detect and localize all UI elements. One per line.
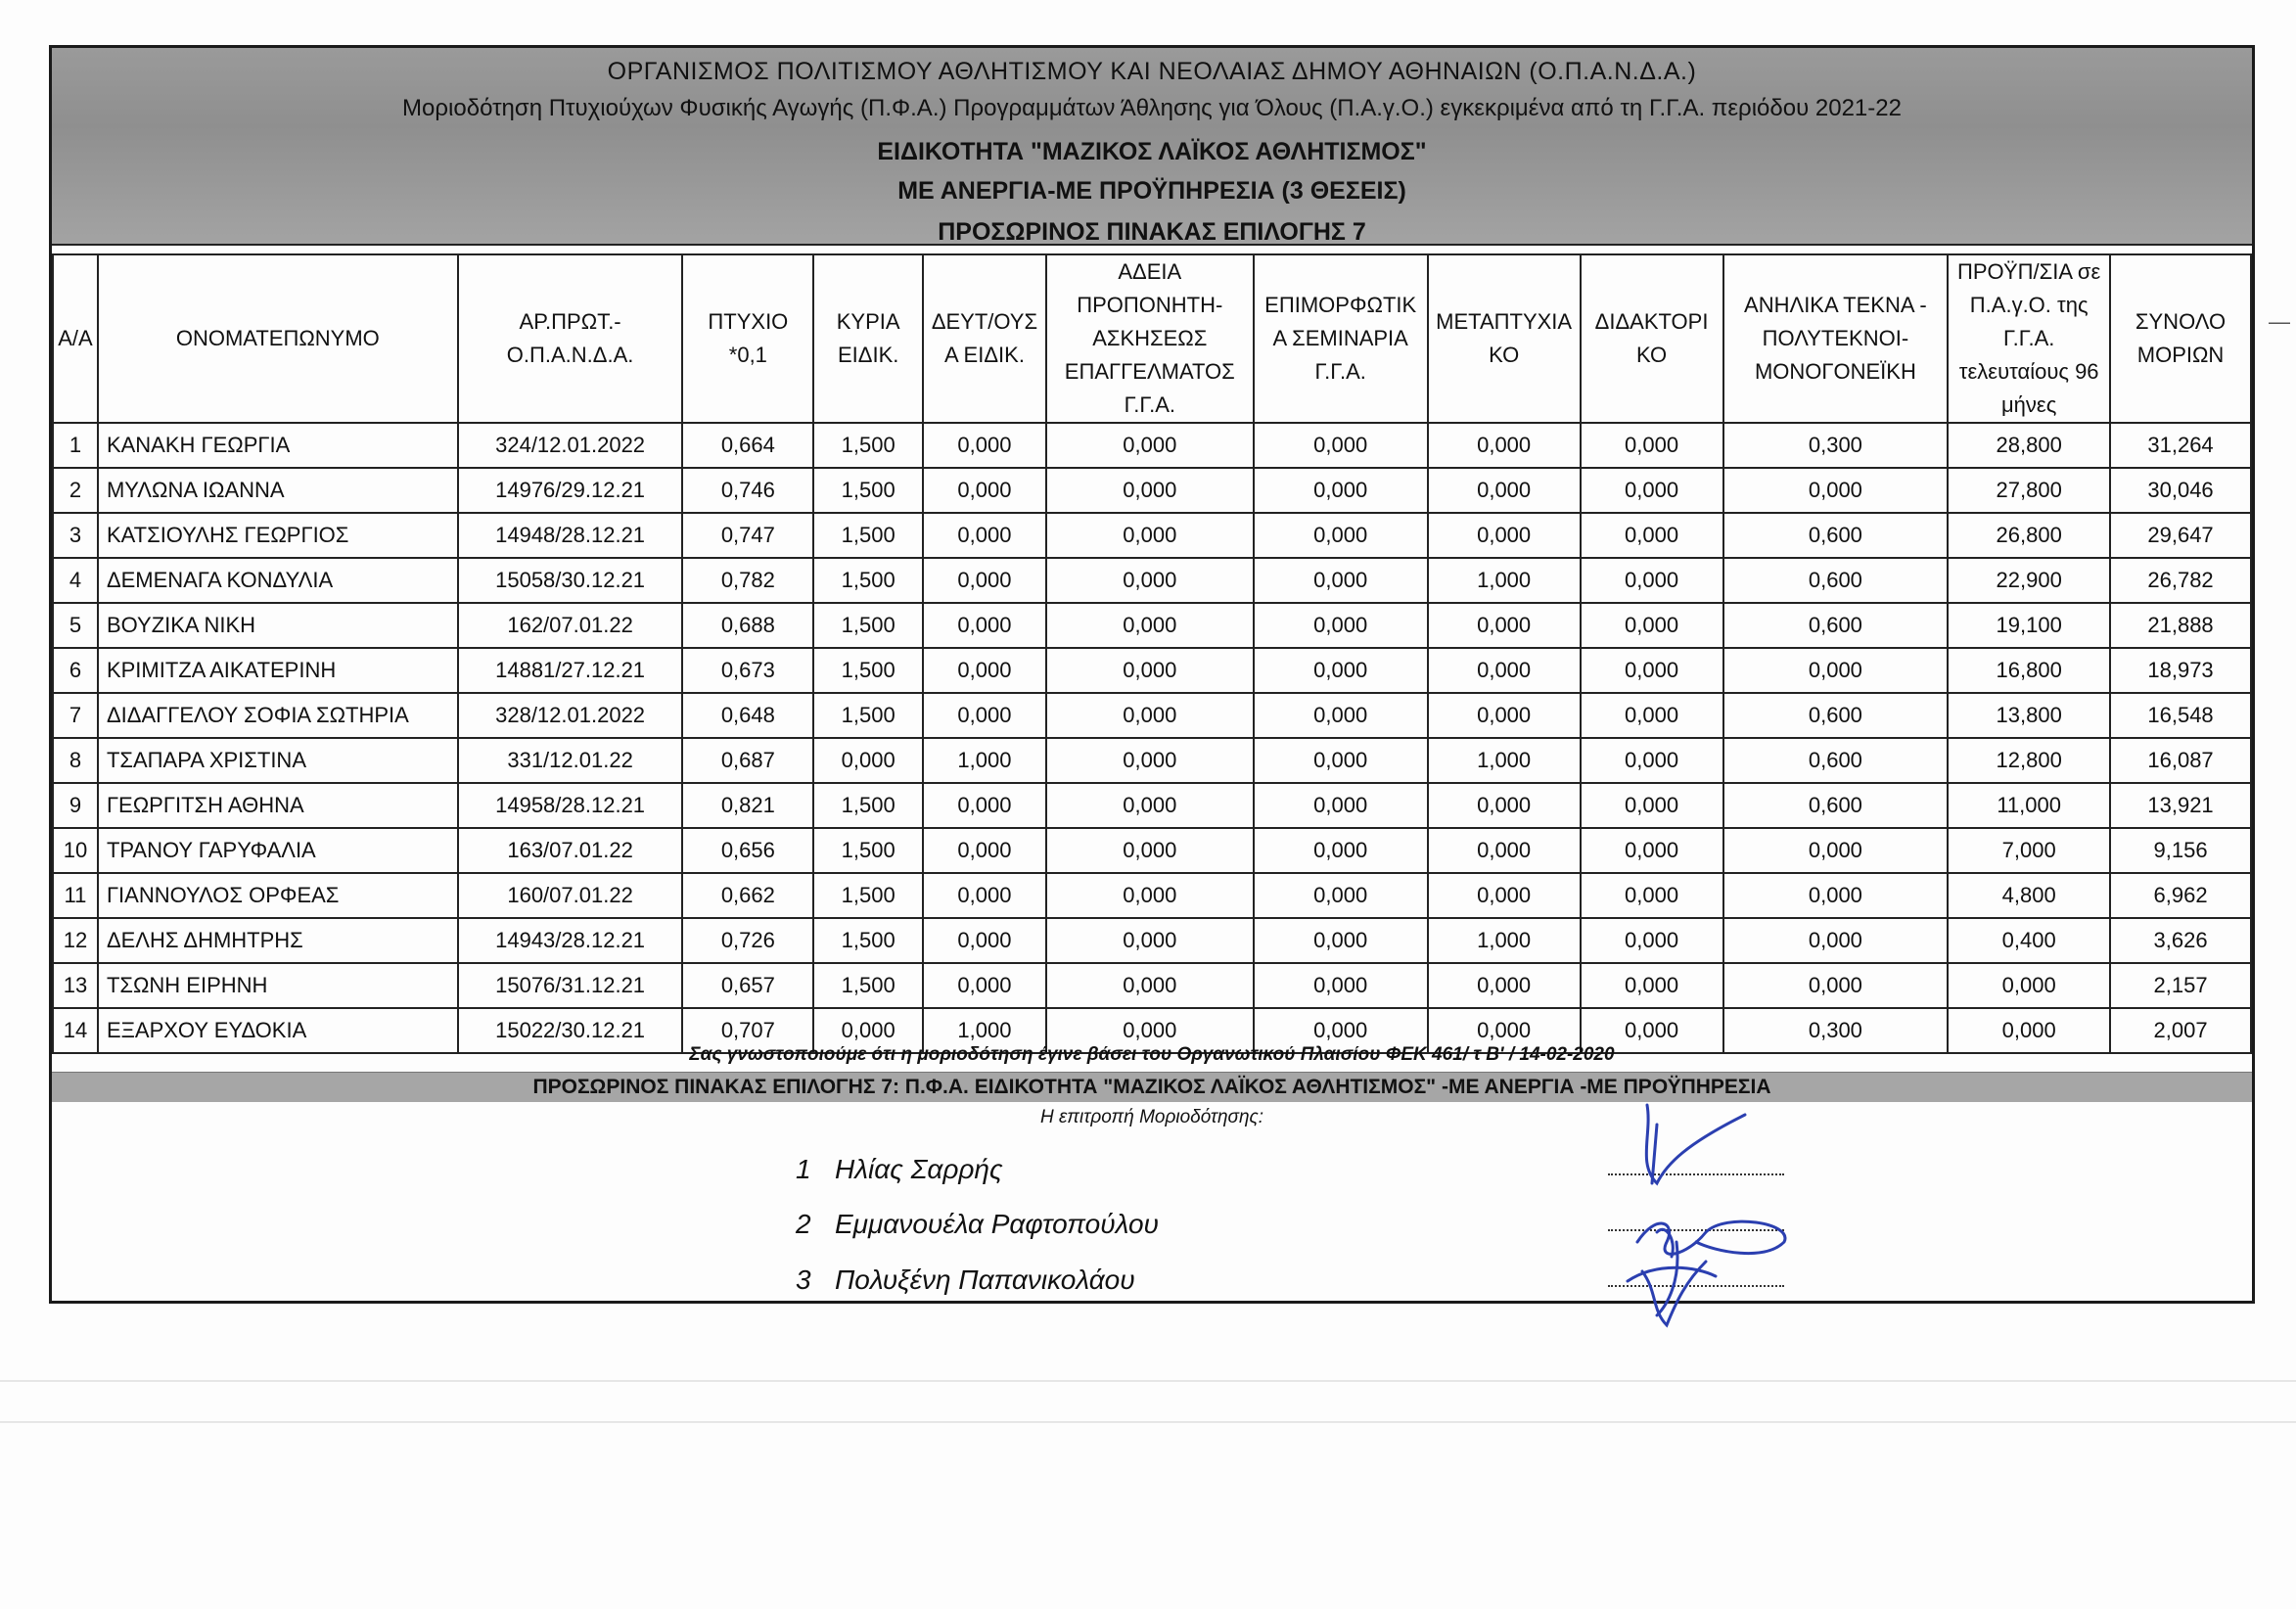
degree-score: 0,657 (682, 963, 813, 1008)
candidate-name: ΔΕΛΗΣ ΔΗΜΗΤΡΗΣ (98, 918, 458, 963)
total-score: 18,973 (2110, 648, 2251, 693)
member-name: Εμμανουέλα Ραφτοπούλου (835, 1209, 1159, 1239)
second-specialty-score: 0,000 (923, 783, 1046, 828)
member-name: Πολυξένη Παπανικολάου (835, 1264, 1135, 1295)
seminars-score: 0,000 (1254, 468, 1428, 513)
row-index: 4 (53, 558, 98, 603)
committee-member (796, 1264, 1135, 1296)
protocol-number: 163/07.01.22 (458, 828, 683, 873)
family-status-score: 0,600 (1723, 693, 1949, 738)
footer-title: ΠΡΟΣΩΡΙΝΟΣ ΠΙΝΑΚΑΣ ΕΠΙΛΟΓΗΣ 7: Π.Φ.Α. ΕΙΔΙΚΟΤΗΤΑ "ΜΑΖΙΚΟΣ ΛΑΪΚΟΣ ΑΘΛΗΤΙΣΜΟΣ" -ΜΕ ΑΝΕΡΓΙΑ -ΜΕ ΠΡΟΫΠΗΡΕΣΙΑ (52, 1072, 2252, 1102)
col-header: ΠΡΟΫΠ/ΣΙΑ σε Π.Α.γ.Ο. της Γ.Γ.Α. τελευταίους 96 μήνες (1948, 254, 2110, 423)
coach-license-score: 0,000 (1046, 828, 1254, 873)
masters-score: 1,000 (1428, 918, 1581, 963)
protocol-number: 14943/28.12.21 (458, 918, 683, 963)
main-specialty-score: 1,500 (813, 558, 923, 603)
col-header: ΚΥΡΙΑ ΕΙΔΙΚ. (813, 254, 923, 423)
main-specialty-score: 0,000 (813, 1008, 923, 1053)
protocol-number: 331/12.01.22 (458, 738, 683, 783)
candidate-name: ΒΟΥΖΙΚΑ ΝΙΚΗ (98, 603, 458, 648)
masters-score: 0,000 (1428, 873, 1581, 918)
phd-score: 0,000 (1581, 693, 1723, 738)
protocol-number: 328/12.01.2022 (458, 693, 683, 738)
category-title: ΜΕ ΑΝΕΡΓΙΑ-ΜΕ ΠΡΟΫΠΗΡΕΣΙΑ (3 ΘΕΣΕΙΣ) (897, 177, 1406, 205)
col-header: Α/Α (53, 254, 98, 423)
experience-score: 28,800 (1948, 423, 2110, 468)
protocol-number: 14958/28.12.21 (458, 783, 683, 828)
family-status-score: 0,000 (1723, 828, 1949, 873)
seminars-score: 0,000 (1254, 873, 1428, 918)
row-index: 3 (53, 513, 98, 558)
candidate-name: ΓΕΩΡΓΙΤΣΗ ΑΘΗΝΑ (98, 783, 458, 828)
edge-mark: — (2269, 309, 2290, 334)
degree-score: 0,673 (682, 648, 813, 693)
seminars-score: 0,000 (1254, 783, 1428, 828)
degree-score: 0,664 (682, 423, 813, 468)
experience-score: 7,000 (1948, 828, 2110, 873)
col-header: ΔΙΔΑΚΤΟΡΙ ΚΟ (1581, 254, 1723, 423)
seminars-score: 0,000 (1254, 513, 1428, 558)
coach-license-score: 0,000 (1046, 1008, 1254, 1053)
degree-score: 0,726 (682, 918, 813, 963)
family-status-score: 0,600 (1723, 603, 1949, 648)
masters-score: 0,000 (1428, 423, 1581, 468)
main-specialty-score: 1,500 (813, 648, 923, 693)
main-specialty-score: 1,500 (813, 513, 923, 558)
seminars-score: 0,000 (1254, 963, 1428, 1008)
seminars-score: 0,000 (1254, 648, 1428, 693)
coach-license-score: 0,000 (1046, 513, 1254, 558)
candidate-name: ΕΞΑΡΧΟΥ ΕΥΔΟΚΙΑ (98, 1008, 458, 1053)
seminars-score: 0,000 (1254, 1008, 1428, 1053)
degree-score: 0,707 (682, 1008, 813, 1053)
second-specialty-score: 0,000 (923, 603, 1046, 648)
degree-score: 0,687 (682, 738, 813, 783)
phd-score: 0,000 (1581, 738, 1723, 783)
col-header: ΟΝΟΜΑΤΕΠΩΝΥΜΟ (98, 254, 458, 423)
table-row (53, 423, 2251, 468)
phd-score: 0,000 (1581, 783, 1723, 828)
masters-score: 1,000 (1428, 738, 1581, 783)
coach-license-score: 0,000 (1046, 693, 1254, 738)
experience-score: 12,800 (1948, 738, 2110, 783)
family-status-score: 0,600 (1723, 738, 1949, 783)
row-index: 8 (53, 738, 98, 783)
col-header: ΕΠΙΜΟΡΦΩΤΙΚ Α ΣΕΜΙΝΑΡΙΑ Γ.Γ.Α. (1254, 254, 1428, 423)
coach-license-score: 0,000 (1046, 963, 1254, 1008)
masters-score: 0,000 (1428, 1008, 1581, 1053)
second-specialty-score: 0,000 (923, 468, 1046, 513)
protocol-number: 15058/30.12.21 (458, 558, 683, 603)
second-specialty-score: 0,000 (923, 963, 1046, 1008)
protocol-number: 15076/31.12.21 (458, 963, 683, 1008)
coach-license-score: 0,000 (1046, 423, 1254, 468)
row-index: 5 (53, 603, 98, 648)
protocol-number: 15022/30.12.21 (458, 1008, 683, 1053)
total-score: 9,156 (2110, 828, 2251, 873)
protocol-number: 324/12.01.2022 (458, 423, 683, 468)
family-status-score: 0,000 (1723, 918, 1949, 963)
main-specialty-score: 0,000 (813, 738, 923, 783)
phd-score: 0,000 (1581, 1008, 1723, 1053)
col-header: ΑΔΕΙΑ ΠΡΟΠΟΝΗΤΗ- ΑΣΚΗΣΕΩΣ ΕΠΑΓΓΕΛΜΑΤΟΣ Γ.Γ.Α. (1046, 254, 1254, 423)
total-score: 3,626 (2110, 918, 2251, 963)
candidate-name: ΚΑΤΣΙΟΥΛΗΣ ΓΕΩΡΓΙΟΣ (98, 513, 458, 558)
table-row (53, 963, 2251, 1008)
member-number: 2 (796, 1209, 811, 1239)
scan-artifact (0, 1421, 2296, 1423)
protocol-number: 14881/27.12.21 (458, 648, 683, 693)
masters-score: 0,000 (1428, 468, 1581, 513)
table-body (53, 423, 2251, 1053)
candidate-name: ΤΡΑΝΟΥ ΓΑΡΥΦΑΛΙΑ (98, 828, 458, 873)
experience-score: 11,000 (1948, 783, 2110, 828)
seminars-score: 0,000 (1254, 423, 1428, 468)
legal-note: Σας γνωστοποιούμε ότι η μοριοδότηση έγινε βάσει του Οργανωτικού Πλαισίου ΦΕΚ 461/ τ Β' / 14-02-2020 (689, 1044, 1615, 1065)
degree-score: 0,662 (682, 873, 813, 918)
member-number: 1 (796, 1154, 811, 1184)
protocol-number: 160/07.01.22 (458, 873, 683, 918)
row-index: 13 (53, 963, 98, 1008)
table-row (53, 783, 2251, 828)
main-specialty-score: 1,500 (813, 603, 923, 648)
row-index: 14 (53, 1008, 98, 1053)
col-header: ΣΥΝΟΛΟ ΜΟΡΙΩΝ (2110, 254, 2251, 423)
main-specialty-score: 1,500 (813, 873, 923, 918)
committee-title: Η επιτροπή Μοριοδότησης: (1039, 1107, 1264, 1127)
col-header: ΑΝΗΛΙΚΑ ΤΕΚΝΑ - ΠΟΛΥΤΕΚΝΟΙ- ΜΟΝΟΓΟΝΕΪΚΗ (1723, 254, 1949, 423)
degree-score: 0,656 (682, 828, 813, 873)
organization-title: ΟΡΓΑΝΙΣΜΟΣ ΠΟΛΙΤΙΣΜΟΥ ΑΘΛΗΤΙΣΜΟΥ ΚΑΙ ΝΕΟΛΑΙΑΣ ΔΗΜΟΥ ΑΘΗΝΑΙΩΝ (Ο.Π.Α.Ν.Δ.Α.) (607, 58, 1697, 85)
table-row (53, 918, 2251, 963)
masters-score: 0,000 (1428, 693, 1581, 738)
family-status-score: 0,600 (1723, 558, 1949, 603)
experience-score: 27,800 (1948, 468, 2110, 513)
table-row (53, 558, 2251, 603)
main-specialty-score: 1,500 (813, 468, 923, 513)
candidate-name: ΔΙΔΑΓΓΕΛΟΥ ΣΟΦΙΑ ΣΩΤΗΡΙΑ (98, 693, 458, 738)
total-score: 16,548 (2110, 693, 2251, 738)
candidate-name: ΓΙΑΝΝΟΥΛΟΣ ΟΡΦΕΑΣ (98, 873, 458, 918)
experience-score: 0,400 (1948, 918, 2110, 963)
candidate-name: ΔΕΜΕΝΑΓΑ ΚΟΝΔΥΛΙΑ (98, 558, 458, 603)
second-specialty-score: 0,000 (923, 558, 1046, 603)
seminars-score: 0,000 (1254, 603, 1428, 648)
candidate-name: ΜΥΛΩΝΑ ΙΩΑΝΝΑ (98, 468, 458, 513)
table-title: ΠΡΟΣΩΡΙΝΟΣ ΠΙΝΑΚΑΣ ΕΠΙΛΟΓΗΣ 7 (938, 218, 1366, 246)
row-index: 9 (53, 783, 98, 828)
total-score: 13,921 (2110, 783, 2251, 828)
candidate-name: ΚΡΙΜΙΤΖΑ ΑΙΚΑΤΕΡΙΝΗ (98, 648, 458, 693)
phd-score: 0,000 (1581, 963, 1723, 1008)
masters-score: 1,000 (1428, 558, 1581, 603)
experience-score: 19,100 (1948, 603, 2110, 648)
coach-license-score: 0,000 (1046, 738, 1254, 783)
total-score: 6,962 (2110, 873, 2251, 918)
coach-license-score: 0,000 (1046, 648, 1254, 693)
masters-score: 0,000 (1428, 513, 1581, 558)
coach-license-score: 0,000 (1046, 558, 1254, 603)
main-specialty-score: 1,500 (813, 828, 923, 873)
second-specialty-score: 0,000 (923, 828, 1046, 873)
table-row (53, 603, 2251, 648)
phd-score: 0,000 (1581, 828, 1723, 873)
masters-score: 0,000 (1428, 648, 1581, 693)
main-specialty-score: 1,500 (813, 963, 923, 1008)
table-row (53, 693, 2251, 738)
degree-score: 0,821 (682, 783, 813, 828)
experience-score: 4,800 (1948, 873, 2110, 918)
committee-member (796, 1154, 1003, 1185)
table-row (53, 468, 2251, 513)
table-row (53, 513, 2251, 558)
row-index: 1 (53, 423, 98, 468)
masters-score: 0,000 (1428, 603, 1581, 648)
table-row (53, 738, 2251, 783)
document-sheet (49, 45, 2255, 1304)
second-specialty-score: 0,000 (923, 513, 1046, 558)
document-subtitle: Μοριοδότηση Πτυχιούχων Φυσικής Αγωγής (Π.Φ.Α.) Προγραμμάτων Άθλησης για Όλους (Π.Α.γ.Ο.) εγκεκριμένα από τη Γ.Γ.Α. περιόδου 2021-22 (402, 95, 1902, 121)
experience-score: 22,900 (1948, 558, 2110, 603)
total-score: 2,157 (2110, 963, 2251, 1008)
protocol-number: 14948/28.12.21 (458, 513, 683, 558)
total-score: 30,046 (2110, 468, 2251, 513)
handwritten-signatures (1598, 1095, 1853, 1330)
family-status-score: 0,300 (1723, 1008, 1949, 1053)
total-score: 16,087 (2110, 738, 2251, 783)
candidate-name: ΤΣΑΠΑΡΑ ΧΡΙΣΤΙΝΑ (98, 738, 458, 783)
row-index: 12 (53, 918, 98, 963)
total-score: 29,647 (2110, 513, 2251, 558)
second-specialty-score: 0,000 (923, 693, 1046, 738)
col-header: ΑΡ.ΠΡΩΤ.- Ο.Π.Α.Ν.Δ.Α. (458, 254, 683, 423)
seminars-score: 0,000 (1254, 828, 1428, 873)
family-status-score: 0,000 (1723, 963, 1949, 1008)
masters-score: 0,000 (1428, 963, 1581, 1008)
row-index: 6 (53, 648, 98, 693)
family-status-score: 0,000 (1723, 648, 1949, 693)
total-score: 26,782 (2110, 558, 2251, 603)
coach-license-score: 0,000 (1046, 468, 1254, 513)
coach-license-score: 0,000 (1046, 603, 1254, 648)
family-status-score: 0,000 (1723, 468, 1949, 513)
degree-score: 0,746 (682, 468, 813, 513)
col-header: ΜΕΤΑΠΤΥΧΙΑ ΚΟ (1428, 254, 1581, 423)
phd-score: 0,000 (1581, 558, 1723, 603)
seminars-score: 0,000 (1254, 558, 1428, 603)
second-specialty-score: 1,000 (923, 1008, 1046, 1053)
candidate-name: ΤΣΩΝΗ ΕΙΡΗΝΗ (98, 963, 458, 1008)
second-specialty-score: 0,000 (923, 918, 1046, 963)
masters-score: 0,000 (1428, 783, 1581, 828)
main-specialty-score: 1,500 (813, 423, 923, 468)
degree-score: 0,648 (682, 693, 813, 738)
table-header-row (53, 254, 2251, 423)
row-index: 7 (53, 693, 98, 738)
masters-score: 0,000 (1428, 828, 1581, 873)
experience-score: 26,800 (1948, 513, 2110, 558)
main-specialty-score: 1,500 (813, 693, 923, 738)
second-specialty-score: 1,000 (923, 738, 1046, 783)
seminars-score: 0,000 (1254, 918, 1428, 963)
scores-table (52, 253, 2252, 1054)
table-row (53, 828, 2251, 873)
seminars-score: 0,000 (1254, 738, 1428, 783)
phd-score: 0,000 (1581, 423, 1723, 468)
coach-license-score: 0,000 (1046, 873, 1254, 918)
second-specialty-score: 0,000 (923, 648, 1046, 693)
family-status-score: 0,300 (1723, 423, 1949, 468)
experience-score: 13,800 (1948, 693, 2110, 738)
phd-score: 0,000 (1581, 468, 1723, 513)
member-name: Ηλίας Σαρρής (835, 1154, 1003, 1184)
total-score: 31,264 (2110, 423, 2251, 468)
second-specialty-score: 0,000 (923, 873, 1046, 918)
experience-score: 0,000 (1948, 963, 2110, 1008)
total-score: 2,007 (2110, 1008, 2251, 1053)
degree-score: 0,747 (682, 513, 813, 558)
candidate-name: ΚΑΝΑΚΗ ΓΕΩΡΓΙΑ (98, 423, 458, 468)
family-status-score: 0,000 (1723, 873, 1949, 918)
phd-score: 0,000 (1581, 873, 1723, 918)
phd-score: 0,000 (1581, 603, 1723, 648)
table-row (53, 648, 2251, 693)
col-header: ΔΕΥΤ/ΟΥΣ Α ΕΙΔΙΚ. (923, 254, 1046, 423)
phd-score: 0,000 (1581, 648, 1723, 693)
scan-artifact (0, 1380, 2296, 1382)
phd-score: 0,000 (1581, 513, 1723, 558)
table-row (53, 873, 2251, 918)
experience-score: 0,000 (1948, 1008, 2110, 1053)
phd-score: 0,000 (1581, 918, 1723, 963)
main-specialty-score: 1,500 (813, 918, 923, 963)
header-band (52, 48, 2252, 246)
total-score: 21,888 (2110, 603, 2251, 648)
second-specialty-score: 0,000 (923, 423, 1046, 468)
coach-license-score: 0,000 (1046, 783, 1254, 828)
main-specialty-score: 1,500 (813, 783, 923, 828)
row-index: 2 (53, 468, 98, 513)
specialty-title: ΕΙΔΙΚΟΤΗΤΑ "ΜΑΖΙΚΟΣ ΛΑΪΚΟΣ ΑΘΛΗΤΙΣΜΟΣ" (877, 138, 1427, 165)
protocol-number: 14976/29.12.21 (458, 468, 683, 513)
family-status-score: 0,600 (1723, 783, 1949, 828)
seminars-score: 0,000 (1254, 693, 1428, 738)
degree-score: 0,782 (682, 558, 813, 603)
degree-score: 0,688 (682, 603, 813, 648)
col-header: ΠΤΥΧΙΟ *0,1 (682, 254, 813, 423)
member-number: 3 (796, 1264, 811, 1295)
committee-member (796, 1209, 1159, 1240)
row-index: 11 (53, 873, 98, 918)
experience-score: 16,800 (1948, 648, 2110, 693)
coach-license-score: 0,000 (1046, 918, 1254, 963)
family-status-score: 0,600 (1723, 513, 1949, 558)
protocol-number: 162/07.01.22 (458, 603, 683, 648)
row-index: 10 (53, 828, 98, 873)
